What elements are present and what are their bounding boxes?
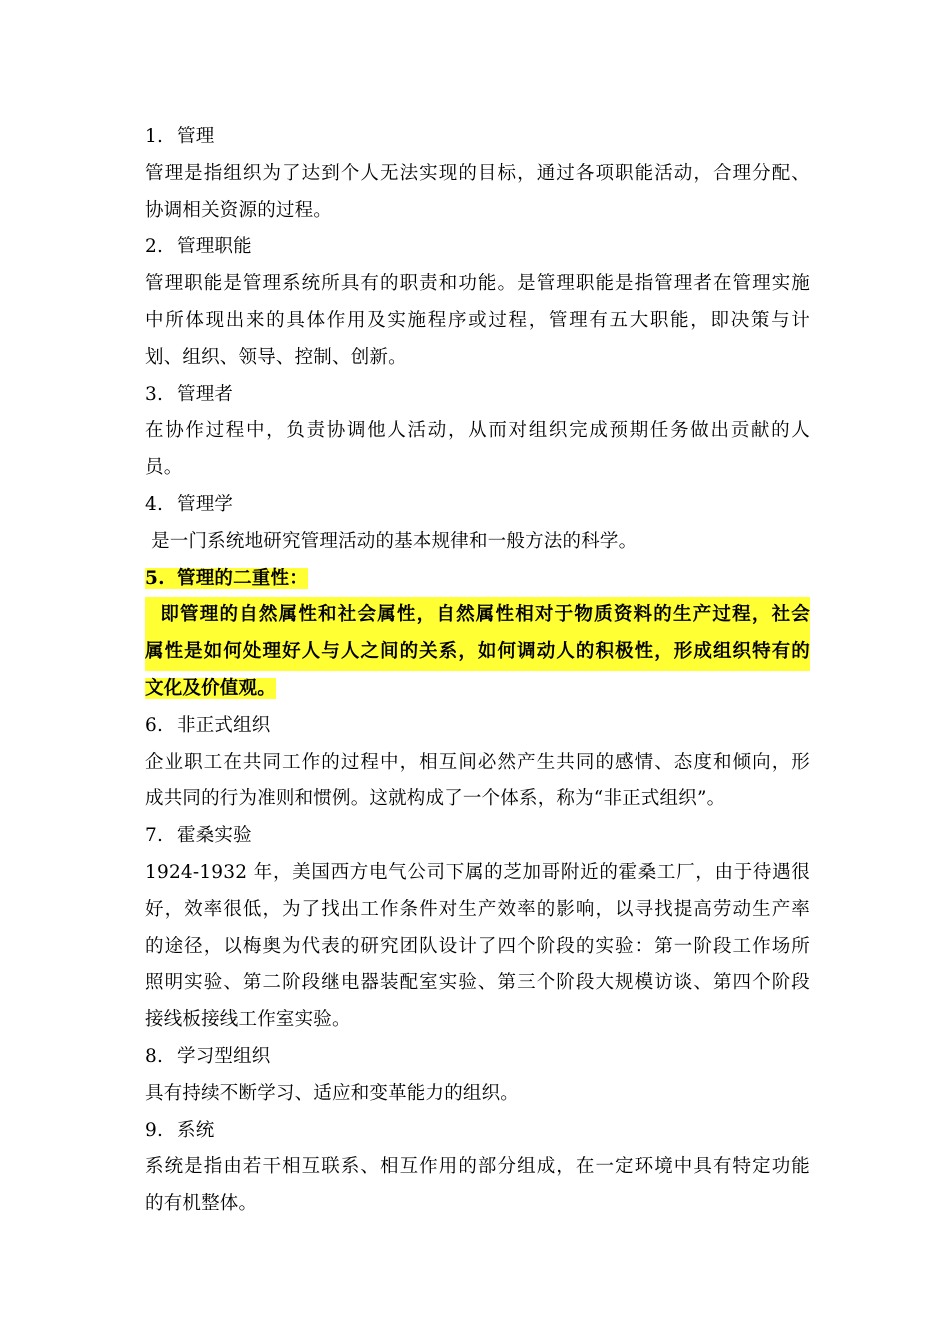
section-heading-8 [145,1039,810,1076]
paragraph-line: 好，效率很低，为了找出工作条件对生产效率的影响，以寻找提高劳动生产率 [145,898,810,920]
section-number: 6. [145,714,164,736]
section-number: 4. [145,493,164,515]
section-title: 霍桑实验 [177,825,252,847]
paragraph-line: 管理是指组织为了达到个人无法实现的目标，通过各项职能活动，合理分配、 [145,162,810,184]
paragraph-line: 的有机整体。 [145,1193,258,1215]
paragraph-line: 的途径，以梅奥为代表的研究团队设计了四个阶段的实验：第一阶段工作场所 [145,935,810,957]
paragraph-line: 系统是指由若干相互联系、相互作用的部分组成，在一定环境中具有特定功能 [145,1156,810,1178]
paragraph-line: 接线板接线工作室实验。 [145,1009,351,1031]
highlighted-paragraph-line [145,634,810,671]
highlight-span: 属性是如何处理好人与人之间的关系，如何调动人的积极性，形成组织特有的 [145,634,810,671]
section-heading-3 [145,377,810,414]
paragraph-line: 在协作过程中，负责协调他人活动，从而对组织完成预期任务做出贡献的人 [145,420,810,442]
section-title: 管理的二重性： [177,567,308,589]
section-number: 7. [145,825,164,847]
section-title: 非正式组织 [177,714,271,736]
section-heading-5 [145,561,810,598]
paragraph-line: 企业职工在共同工作的过程中，相互间必然产生共同的感情、态度和倾向，形 [145,751,810,773]
paragraph-line: 员。 [145,457,183,479]
paragraph-line: 1924-1932 年，美国西方电气公司下属的芝加哥附近的霍桑工厂，由于待遇很 [145,861,810,883]
paragraph-line: 中所体现出来的具体作用及实施程序或过程，管理有五大职能，即决策与计 [145,309,810,331]
paragraph-line: 协调相关资源的过程。 [145,199,333,221]
section-title: 管理 [177,126,215,147]
section-heading-7 [145,818,810,855]
section-number: 2. [145,236,164,258]
section-heading-1 [145,119,810,156]
paragraph-line: 具有持续不断学习、适应和变革能力的组织。 [145,1082,520,1104]
section-number: 3. [145,383,164,405]
section-title: 学习型组织 [177,1045,271,1067]
paragraph-line: 划、组织、领导、控制、创新。 [145,346,407,368]
section-number: 1. [145,126,164,147]
paragraph-line: 是一门系统地研究管理活动的基本规律和一般方法的科学。 [145,530,638,552]
section-heading-2 [145,229,810,266]
section-heading-4 [145,487,810,524]
document-body [145,119,810,1223]
highlighted-heading [145,568,308,589]
section-number: 9. [145,1119,164,1141]
section-title: 管理职能 [177,236,252,258]
section-number: 5. [145,567,165,589]
paragraph-line: 成共同的行为准则和惯例。这就构成了一个体系，称为“非正式组织”。 [145,788,726,810]
highlighted-paragraph-line [145,671,810,708]
highlight-span: 文化及价值观。 [145,677,276,699]
highlighted-paragraph-line [145,597,810,634]
section-number: 8. [145,1045,164,1067]
section-title: 系统 [177,1119,215,1141]
section-title: 管理学 [177,493,234,515]
section-heading-6 [145,708,810,745]
paragraph-line: 管理职能是管理系统所具有的职责和功能。是管理职能是指管理者在管理实施 [145,273,810,295]
section-title: 管理者 [177,383,234,405]
paragraph-line: 照明实验、第二阶段继电器装配室实验、第三个阶段大规模访谈、第四个阶段 [145,972,810,994]
highlight-span: 即管理的自然属性和社会属性，自然属性相对于物质资料的生产过程，社会 [145,597,810,634]
section-heading-9 [145,1113,810,1150]
